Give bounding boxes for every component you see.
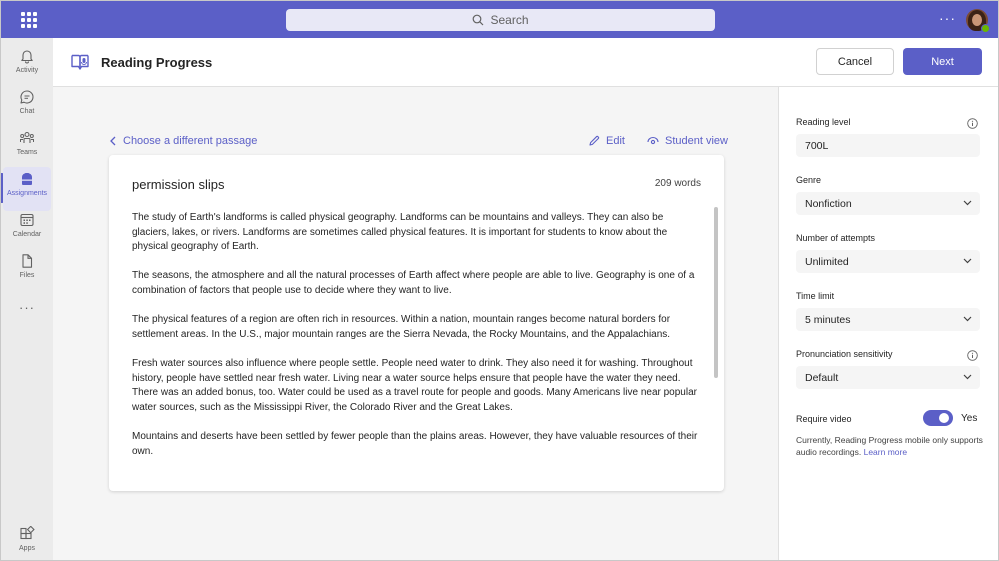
passage-text bbox=[132, 211, 702, 474]
pencil-icon bbox=[588, 135, 600, 147]
choose-passage-label: Choose a different passage bbox=[123, 135, 258, 147]
require-video-label: Require video bbox=[796, 414, 852, 424]
search-input[interactable] bbox=[286, 9, 715, 31]
genre-dropdown[interactable] bbox=[796, 192, 980, 215]
files-icon bbox=[19, 253, 35, 269]
calendar-icon bbox=[19, 212, 35, 228]
passage-title: permission slips bbox=[132, 177, 225, 192]
rail-item-assignments[interactable] bbox=[1, 171, 53, 211]
passage-scrollbar[interactable] bbox=[714, 207, 718, 378]
pronunciation-value: Default bbox=[805, 371, 839, 384]
passage-card bbox=[109, 155, 724, 491]
chevron-down-icon bbox=[963, 258, 972, 264]
reading-level-value: 700L bbox=[805, 139, 829, 152]
rail-item-activity[interactable] bbox=[1, 48, 53, 88]
presence-status-icon bbox=[981, 24, 990, 33]
video-note bbox=[796, 434, 986, 458]
rail-label: Apps bbox=[19, 545, 35, 552]
rail-label: Teams bbox=[16, 149, 38, 156]
video-note-text: Currently, Reading Progress mobile only supports audio recordings. bbox=[796, 435, 983, 457]
student-view-label: Student view bbox=[665, 135, 728, 147]
search-placeholder: Search bbox=[490, 13, 529, 27]
assignments-icon bbox=[19, 171, 35, 187]
toggle-knob bbox=[939, 413, 949, 423]
rail-item-calendar[interactable] bbox=[1, 212, 53, 252]
rail-item-teams[interactable] bbox=[1, 130, 53, 170]
attempts-value: Unlimited bbox=[805, 255, 849, 268]
chevron-down-icon bbox=[963, 316, 972, 322]
reading-level-field[interactable] bbox=[796, 134, 980, 157]
chevron-down-icon bbox=[963, 200, 972, 206]
passage-paragraph: The physical features of a region are often rich in resources. Within a nation, mountain ranges become natural borders for settlement areas. In the U.S., major mountain ranges are the Sierra Nevada, the Rocky Mountains, and the Appalachians. bbox=[132, 314, 671, 340]
time-limit-dropdown[interactable] bbox=[796, 308, 980, 331]
time-limit-value: 5 minutes bbox=[805, 313, 851, 326]
page-title: Reading Progress bbox=[101, 55, 213, 70]
rail-label: Calendar bbox=[12, 231, 42, 238]
next-button[interactable]: Next bbox=[903, 48, 982, 75]
passage-paragraph: Mountains and deserts have been settled by fewer people than the plains areas. However, they have valuable resources of their own. bbox=[132, 430, 698, 457]
reading-level-label: Reading level bbox=[796, 117, 851, 127]
learn-more-link[interactable]: Learn more bbox=[863, 447, 908, 457]
rail-item-chat[interactable] bbox=[1, 89, 53, 129]
rail-label: Activity bbox=[15, 67, 39, 74]
rail-label: Files bbox=[19, 272, 35, 279]
top-bar bbox=[1, 1, 999, 38]
chevron-left-icon bbox=[109, 136, 117, 146]
edit-label: Edit bbox=[606, 135, 625, 147]
teams-icon bbox=[19, 130, 35, 146]
info-icon[interactable] bbox=[967, 350, 978, 361]
require-video-toggle[interactable] bbox=[923, 410, 953, 426]
rail-label: Chat bbox=[19, 108, 35, 115]
more-apps-icon[interactable]: ··· bbox=[19, 300, 35, 315]
pronunciation-dropdown[interactable] bbox=[796, 366, 980, 389]
reading-progress-icon bbox=[70, 52, 90, 72]
chevron-down-icon bbox=[963, 374, 972, 380]
edit-button[interactable] bbox=[588, 135, 625, 147]
word-count: 209 words bbox=[654, 178, 701, 189]
app-header bbox=[53, 38, 999, 87]
chat-icon bbox=[19, 89, 35, 105]
pronunciation-label: Pronunciation sensitivity bbox=[796, 349, 893, 359]
settings-panel bbox=[778, 87, 999, 561]
passage-paragraph: The study of Earth's landforms is called physical geography. Landforms can be mountains and valleys. They can also be glaciers, lakes, or rivers. Landforms are sometimes called physical features. It is important for students to know about the physical geography of Earth. bbox=[132, 212, 668, 253]
attempts-dropdown[interactable] bbox=[796, 250, 980, 273]
passage-paragraph: The seasons, the atmosphere and all the natural processes of Earth affect where people are able to live. Geography is one of a combination of factors that people use to decide where they want to live. bbox=[132, 270, 695, 296]
passage-area bbox=[53, 87, 778, 561]
genre-value: Nonfiction bbox=[805, 197, 852, 210]
rail-item-apps[interactable] bbox=[1, 526, 53, 561]
attempts-label: Number of attempts bbox=[796, 233, 876, 243]
app-launcher-icon[interactable] bbox=[21, 12, 37, 28]
cancel-button[interactable]: Cancel bbox=[816, 48, 894, 75]
bell-icon bbox=[19, 48, 35, 64]
passage-paragraph: Fresh water sources also influence where people settle. People need water to drink. They also need it for washing. Throughout history, people have settled near fresh water. Living near a water source helps ensure that people have the water they need. There was an added bonus, too. Water could be used as a travel route for people and goods. Many Americans live near popular water sources, such as the Mississippi River, the Colorado River and the Great Lakes. bbox=[132, 357, 697, 413]
rail-item-files[interactable] bbox=[1, 253, 53, 293]
choose-passage-link[interactable] bbox=[109, 135, 257, 147]
more-options-icon[interactable]: ··· bbox=[939, 10, 956, 26]
genre-label: Genre bbox=[796, 175, 822, 185]
left-rail bbox=[1, 38, 53, 561]
student-view-button[interactable] bbox=[647, 135, 728, 147]
eye-icon bbox=[647, 136, 659, 146]
search-icon bbox=[472, 14, 484, 26]
time-limit-label: Time limit bbox=[796, 291, 835, 301]
avatar[interactable] bbox=[966, 9, 988, 31]
info-icon[interactable] bbox=[967, 118, 978, 129]
require-video-state: Yes bbox=[961, 413, 978, 424]
rail-label: Assignments bbox=[6, 190, 48, 197]
apps-icon bbox=[19, 526, 35, 542]
